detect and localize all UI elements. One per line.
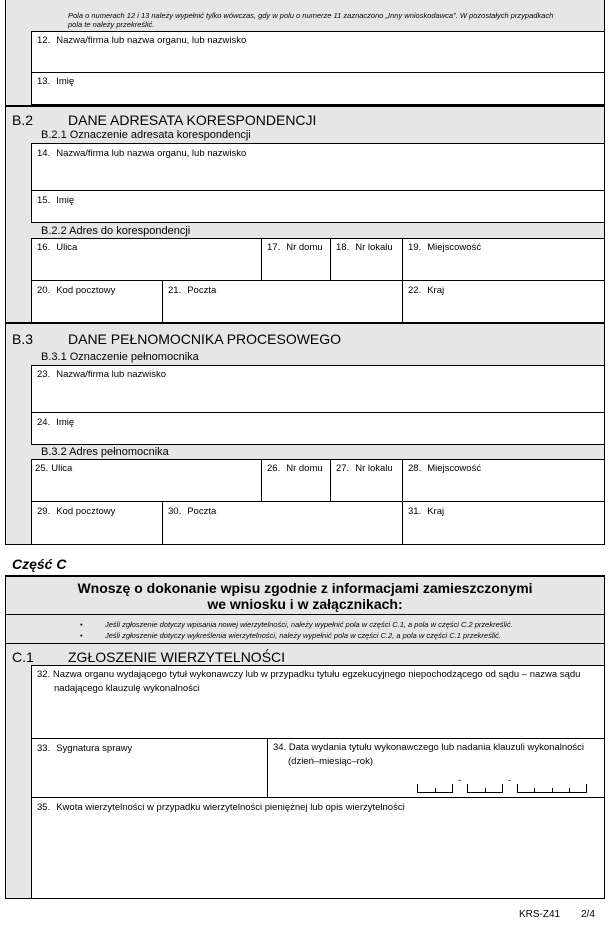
field-28-label: 28. Miejscowość xyxy=(408,463,482,474)
field-24-label: 24. Imię xyxy=(37,417,75,428)
field-33-label: 33. Sygnatura sprawy xyxy=(37,743,133,754)
field-16-label: 16. Ulica xyxy=(37,242,78,253)
c1-title: ZGŁOSZENIE WIERZYTELNOŚCI xyxy=(68,649,286,665)
field-26[interactable] xyxy=(261,459,331,502)
field-19-label: 19. Miejscowość xyxy=(408,242,482,253)
czesc-c-title-line-2: we wniosku i w załącznikach: xyxy=(207,596,403,612)
field-25[interactable] xyxy=(31,459,262,502)
field-27[interactable] xyxy=(330,459,403,502)
field-23[interactable] xyxy=(31,365,605,413)
czesc-c-heading: Część C xyxy=(12,556,67,572)
field-34[interactable] xyxy=(267,738,605,798)
field-13-label: 13. Imię xyxy=(37,76,75,87)
bullet-dot-1: • xyxy=(80,620,83,629)
field-29[interactable] xyxy=(31,501,163,545)
field-20-label: 20. Kod pocztowy xyxy=(37,285,116,296)
b3-subtitle-1: B.3.1 Oznaczenie pełnomocnika xyxy=(41,351,199,363)
field-26-label: 26. Nr domu xyxy=(267,463,323,474)
field-19[interactable] xyxy=(402,238,605,281)
field-17-label: 17. Nr domu xyxy=(267,242,323,253)
field-30-label: 30. Poczta xyxy=(168,506,217,517)
date-separator-1: - xyxy=(458,775,462,786)
field-15[interactable] xyxy=(31,190,605,223)
field-15-label: 15. Imię xyxy=(37,195,75,206)
czesc-c-title-line-1: Wnoszę o dokonanie wpisu zgodnie z informacjami zamieszczonymi xyxy=(77,580,533,596)
footer-page-number: 2/4 xyxy=(581,909,595,920)
b2-code: B.2 xyxy=(12,112,34,128)
field-32-label-2: nadającego klauzulę wykonalności xyxy=(54,683,200,694)
field-31-label: 31. Kraj xyxy=(408,506,445,517)
field-12[interactable] xyxy=(31,31,605,73)
field-31[interactable] xyxy=(402,501,605,545)
top-note: Pola o numerach 12 i 13 należy wypełnić tylko wówczas, gdy w polu o numerze 11 zaznaczono „Inny wnioskodawca". W pozostałych przypadkach pola te należy przekreślić. xyxy=(68,11,554,29)
field-21-label: 21. Poczta xyxy=(168,285,217,296)
field-30[interactable] xyxy=(162,501,403,545)
field-17[interactable] xyxy=(261,238,331,281)
date-month-boxes[interactable] xyxy=(467,784,503,793)
b3-subtitle-2: B.3.2 Adres pełnomocnika xyxy=(41,446,169,458)
field-13[interactable] xyxy=(31,72,605,105)
date-year-boxes[interactable] xyxy=(517,784,587,793)
field-35[interactable] xyxy=(31,797,605,899)
field-34-label-1: 34. Data wydania tytułu wykonawczego lub nadania klauzuli wykonalności xyxy=(273,742,585,753)
field-12-label: 12. Nazwa/firma lub nazwa organu, lub nazwisko xyxy=(37,35,247,46)
field-21[interactable] xyxy=(162,280,403,323)
field-20[interactable] xyxy=(31,280,163,323)
field-34-label-2: (dzień–miesiąc–rok) xyxy=(288,756,374,767)
b3-code: B.3 xyxy=(12,331,34,347)
field-14[interactable] xyxy=(31,143,605,191)
field-18-label: 18. Nr lokalu xyxy=(336,242,393,253)
c1-code: C.1 xyxy=(12,649,34,665)
b3-title: DANE PEŁNOMOCNIKA PROCESOWEGO xyxy=(68,331,342,347)
field-35-label: 35. Kwota wierzytelności w przypadku wierzytelności pieniężnej lub opis wierzytelności xyxy=(37,802,405,813)
field-27-label: 27. Nr lokalu xyxy=(336,463,393,474)
b2-title: DANE ADRESATA KORESPONDENCJI xyxy=(68,112,317,128)
bullet-1: • Jeśli zgłoszenie dotyczy wpisania nowej wierzytelności, należy wypełnić pola w części C.1, a pola w części C.2 przekreślić. xyxy=(80,620,513,629)
date-separator-2: - xyxy=(508,775,512,786)
field-14-label: 14. Nazwa/firma lub nazwa organu, lub nazwisko xyxy=(37,148,247,159)
field-18[interactable] xyxy=(330,238,403,281)
b2-subtitle-1: B.2.1 Oznaczenie adresata korespondencji xyxy=(41,129,251,141)
field-28[interactable] xyxy=(402,459,605,502)
field-22[interactable] xyxy=(402,280,605,323)
field-22-label: 22. Kraj xyxy=(408,285,445,296)
bullet-2: • Jeśli zgłoszenie dotyczy wykreślenia wierzytelności, należy wypełnić pola w części C.2, a pola w części C.1 przekreślić. xyxy=(80,631,501,640)
field-25-label: 25. Ulica xyxy=(35,463,73,474)
field-29-label: 29. Kod pocztowy xyxy=(37,506,116,517)
bullet-dot-2: • xyxy=(80,631,83,640)
czesc-c-title xyxy=(5,580,605,612)
field-23-label: 23. Nazwa/firma lub nazwisko xyxy=(37,369,167,380)
field-33[interactable] xyxy=(31,738,268,798)
footer-form-code: KRS-Z41 xyxy=(519,909,561,920)
field-16[interactable] xyxy=(31,238,262,281)
field-24[interactable] xyxy=(31,412,605,445)
b2-subtitle-2: B.2.2 Adres do korespondencji xyxy=(41,225,191,237)
field-32-label-1: 32. Nazwa organu wydającego tytuł wykonawczy lub w przypadku tytułu egzekucyjnego niepochodzącego od sądu – nazwa sądu xyxy=(37,669,581,680)
date-day-boxes[interactable] xyxy=(417,784,453,793)
field-32[interactable] xyxy=(31,665,605,739)
